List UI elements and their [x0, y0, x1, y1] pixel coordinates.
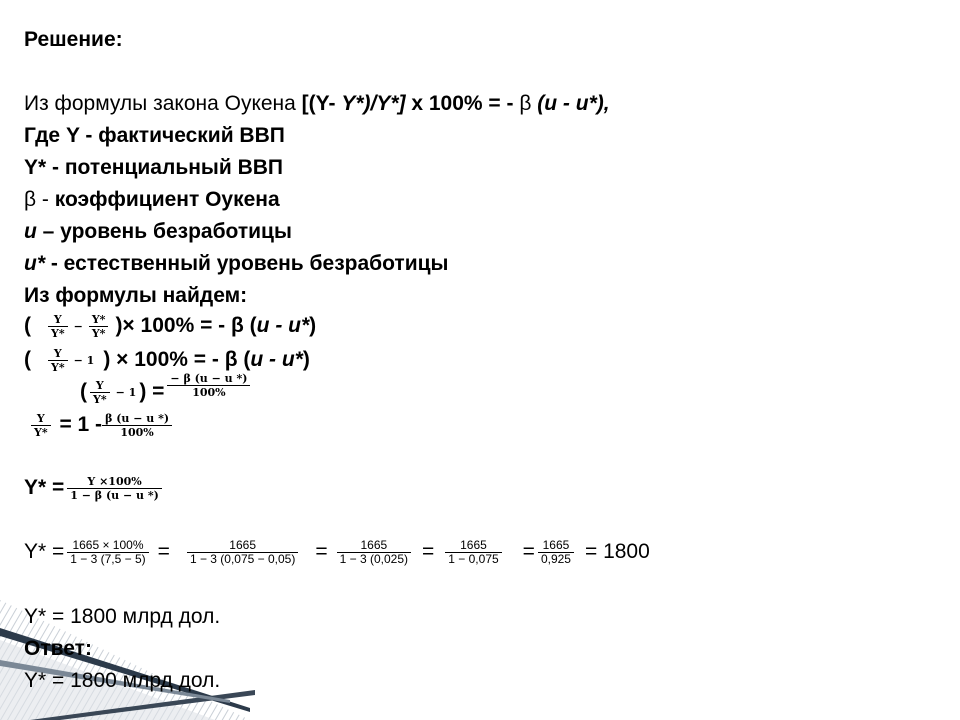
eq1-u-expr: u - u*	[256, 314, 310, 338]
eq4-frac-a	[31, 412, 51, 439]
eq1-frac-b	[89, 313, 109, 340]
eq4-frac-a-den: Y*	[34, 426, 48, 439]
eq1-minus: −	[73, 320, 83, 333]
solution-heading: Решение:	[24, 28, 123, 51]
eq4-frac-r-den: 100%	[120, 426, 154, 439]
eq1-frac-a	[48, 313, 68, 340]
eq3-frac-a	[90, 379, 110, 406]
calc-frac-5-num: 1665	[538, 539, 574, 553]
eq5-frac-den: 1 − β (u − u *)	[70, 489, 159, 502]
eq4-frac-r-num: β (u − u *)	[102, 412, 172, 426]
calc-eq-1: =	[157, 540, 170, 564]
eq1-open: (	[24, 314, 31, 338]
eq4-frac-r	[102, 412, 172, 439]
answer-label: Ответ:	[24, 637, 92, 660]
equation-4	[28, 412, 175, 439]
calc-frac-1-den: 1 − 3 (7,5 − 5)	[70, 552, 146, 566]
calc-frac-4-num: 1665	[445, 539, 501, 553]
okun-formula-line	[24, 91, 610, 117]
calc-eq-3: =	[422, 540, 435, 564]
calc-frac-2	[187, 539, 298, 566]
okun-prefix: Из формулы закона Оукена	[24, 92, 302, 115]
calc-frac-2-den: 1 − 3 (0,075 − 0,05)	[189, 552, 296, 566]
eq5-lhs: Y* =	[24, 476, 65, 500]
eq1-rest: )× 100% = - β (	[115, 314, 257, 338]
eq3-close: ) =	[139, 380, 165, 404]
calc-frac-1	[67, 539, 148, 566]
calc-eq-4: =	[522, 540, 535, 564]
eq3-minus-one: − 1	[115, 386, 137, 399]
eq2-open: (	[24, 348, 31, 372]
def-u-text: – уровень безработицы	[36, 220, 292, 243]
answer-line: Y* = 1800 млрд дол.	[24, 669, 221, 692]
eq2-frac-a	[48, 347, 68, 374]
eq2-rest: ) × 100% = - β (	[103, 348, 251, 372]
eq3-frac-a-num: Y	[90, 379, 110, 393]
calc-frac-4-den: 1 − 0,075	[448, 552, 499, 566]
eq2-u-expr: u - u*	[250, 348, 303, 372]
eq3-frac-a-den: Y*	[93, 393, 107, 406]
eq4-frac-a-num: Y	[31, 412, 51, 426]
calc-frac-1-num: 1665 × 100%	[67, 539, 148, 553]
eq2-frac-a-den: Y*	[51, 361, 65, 374]
eq1-frac-b-den: Y*	[91, 327, 106, 340]
def-y: Где Y - фактический ВВП	[24, 124, 285, 147]
find-text: Из формулы найдем:	[24, 284, 248, 307]
def-ystar: Y* - потенциальный ВВП	[24, 156, 284, 179]
equation-1	[24, 313, 316, 340]
calculation-line	[24, 539, 650, 566]
calc-eq-2: =	[315, 540, 328, 564]
eq3-frac-r-num: − β (u − u *)	[167, 372, 250, 386]
eq1-frac-b-num: Y*	[89, 313, 109, 327]
okun-f3: х 100% = -	[405, 92, 520, 115]
eq2-minus-one: − 1	[73, 354, 95, 367]
okun-f4: (u - u*),	[531, 92, 610, 115]
def-u	[24, 219, 292, 245]
equation-2	[24, 347, 310, 374]
eq2-frac-a-num: Y	[48, 347, 68, 361]
eq1-frac-a-num: Y	[48, 313, 68, 327]
result-line: Y* = 1800 млрд дол.	[24, 605, 221, 628]
def-beta-symbol: β -	[24, 188, 55, 211]
calc-frac-4	[445, 539, 501, 566]
def-beta-text: коэффициент Оукена	[54, 188, 280, 211]
calc-frac-3-den: 1 − 3 (0,025)	[339, 552, 409, 566]
calc-lhs: Y* =	[24, 540, 65, 564]
def-ustar-symbol: u*	[24, 252, 45, 275]
eq5-frac-num: Y ×100%	[67, 475, 162, 489]
okun-f1: [(Y-	[301, 92, 342, 115]
calc-frac-3-num: 1665	[337, 539, 411, 553]
eq2-close: )	[302, 348, 310, 372]
calc-frac-2-num: 1665	[187, 539, 298, 553]
calc-frac-3	[337, 539, 411, 566]
okun-f2: Y*)/Y*]	[341, 92, 406, 115]
eq3-frac-r-den: 100%	[192, 386, 226, 399]
calc-result: = 1800	[584, 540, 650, 564]
eq5-frac	[67, 475, 162, 502]
def-ustar-text: - естественный уровень безработицы	[45, 252, 449, 275]
eq4-mid: = 1 -	[53, 413, 103, 437]
def-ustar	[24, 251, 448, 277]
calc-frac-5-den: 0,925	[540, 552, 571, 566]
eq1-frac-a-den: Y*	[51, 327, 65, 340]
okun-beta: β	[519, 92, 532, 115]
eq3-frac-r	[167, 372, 250, 399]
def-beta	[24, 187, 280, 213]
equation-5	[24, 475, 165, 502]
def-u-symbol: u	[24, 220, 37, 243]
eq3-open: (	[80, 380, 87, 404]
eq1-close: )	[309, 314, 317, 338]
calc-frac-5	[538, 539, 574, 566]
